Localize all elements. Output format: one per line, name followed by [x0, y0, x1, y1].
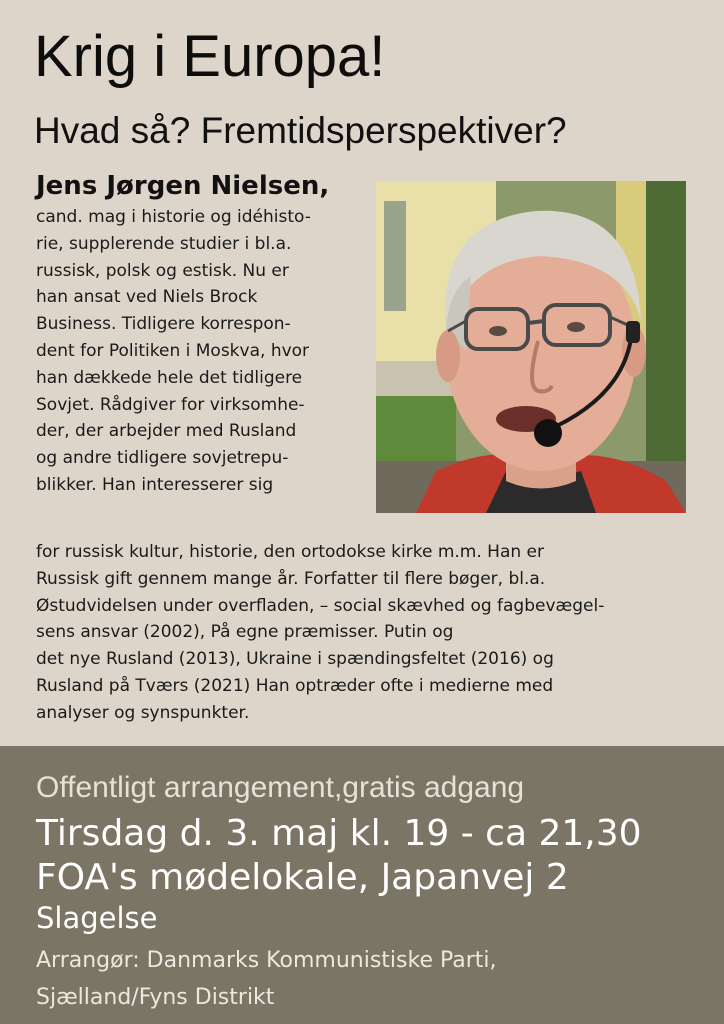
bio-line: Sovjet. Rådgiver for virksomhe- [36, 394, 305, 415]
poster-subtitle: Hvad så? Fremtidsperspektiver? [34, 110, 567, 151]
event-city: Slagelse [36, 901, 158, 935]
organizer-line: Sjælland/Fyns Distrikt [36, 985, 275, 1010]
speaker-name: Jens Jørgen Nielsen, [36, 171, 330, 201]
speaker-portrait-illustration [376, 181, 686, 513]
bio-line: rie, supplerende studier i bl.a. [36, 233, 292, 254]
event-venue: FOA's mødelokale, Japanvej 2 [36, 857, 569, 898]
bio-line: blikker. Han interesserer sig [36, 474, 274, 495]
public-event-note: Offentligt arrangement,gratis adgang [36, 771, 525, 804]
bio-line: cand. mag i historie og idéhisto- [36, 207, 311, 227]
bio-line: og andre tidligere sovjetrepu- [36, 448, 289, 469]
event-date-time: Tirsdag d. 3. maj kl. 19 - ca 21,30 [36, 813, 642, 854]
bio-line: russisk, polsk og estisk. Nu er [36, 260, 289, 281]
speaker-bio-wide [36, 539, 716, 727]
bio-line: Rusland på Tværs (2021) Han optræder ofte i medierne med [36, 675, 554, 696]
bio-line: han dækkede hele det tidligere [36, 367, 303, 388]
organizer-line: Arrangør: Danmarks Kommunistiske Parti, [36, 948, 497, 973]
bio-line: sens ansvar (2002), På egne præmisser. Putin og [36, 622, 454, 643]
bio-line: det nye Rusland (2013), Ukraine i spændingsfeltet (2016) og [36, 649, 554, 670]
bio-line: Østudvidelsen under overfladen, – social skævhed og fagbevægel- [36, 595, 605, 616]
bio-line: dent for Politiken i Moskva, hvor [36, 340, 310, 361]
bio-line: Russisk gift gennem mange år. Forfatter til flere bøger, bl.a. [36, 568, 546, 589]
bio-line: Business. Tidligere korrespon- [36, 314, 291, 335]
bio-line: analyser og synspunkter. [36, 702, 250, 723]
bio-line: for russisk kultur, historie, den ortodokse kirke m.m. Han er [36, 542, 544, 562]
speaker-bio-narrow [36, 204, 366, 499]
speaker-photo [376, 181, 686, 513]
event-organizer [36, 942, 497, 1016]
bio-line: han ansat ved Niels Brock [36, 287, 258, 308]
poster-title: Krig i Europa! [34, 24, 386, 89]
bio-line: der, der arbejder med Rusland [36, 421, 297, 442]
